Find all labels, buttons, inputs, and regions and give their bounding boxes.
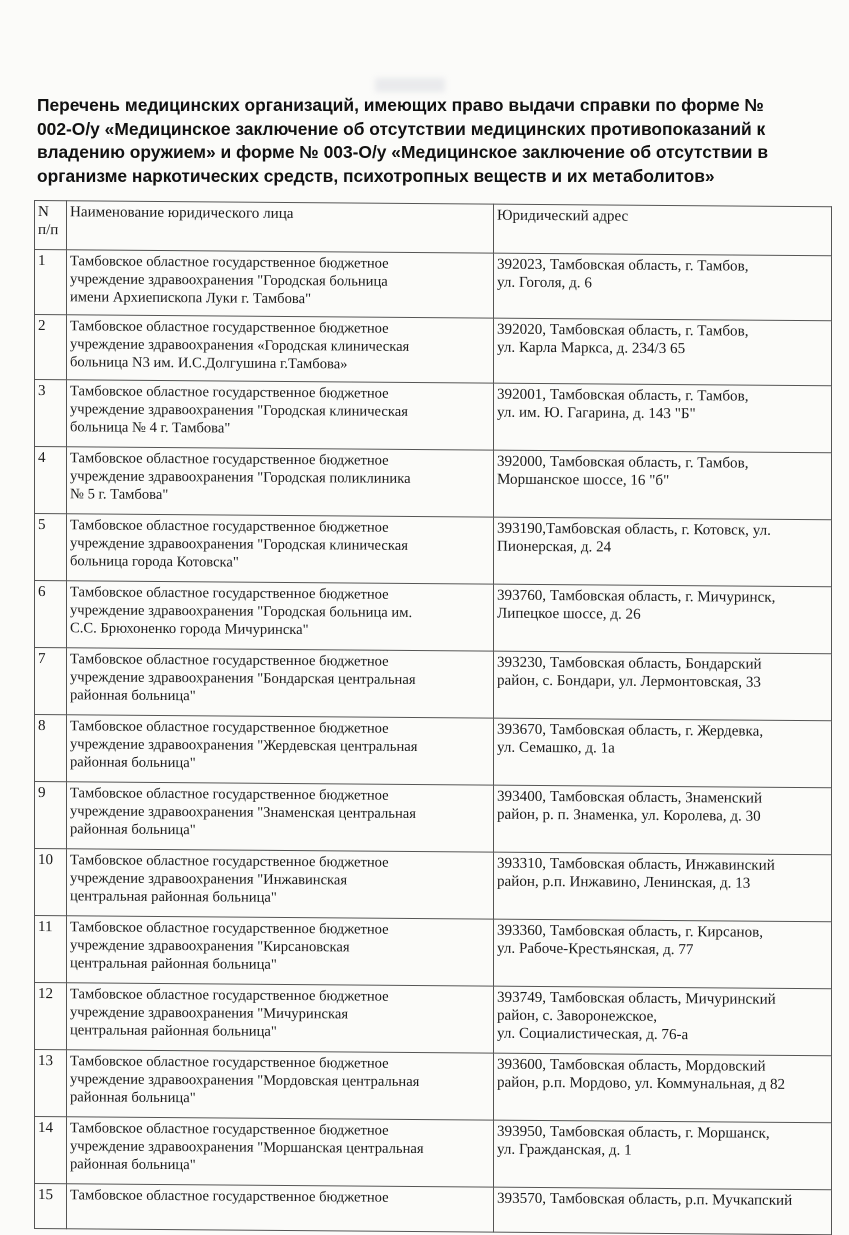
org-name <box>67 514 494 584</box>
row-number: 5 <box>35 514 67 581</box>
org-name <box>67 715 494 785</box>
legal-address <box>494 517 832 587</box>
row-number: 13 <box>35 1050 67 1117</box>
address-line: район, р.п. Инжавино, Ленинская, д. 13 <box>497 873 751 892</box>
org-name-line: имени Архиепископа Луки г. Тамбова" <box>70 289 312 308</box>
org-name-line: районная больница" <box>70 821 196 839</box>
legal-address <box>494 383 832 453</box>
org-name <box>67 1184 494 1232</box>
org-name-line: Тамбовское областное государственное бюджетное <box>70 785 389 804</box>
legal-address <box>494 318 832 386</box>
org-name-line: С.С. Брюхоненко города Мичуринска" <box>70 620 309 639</box>
address-line: Моршанское шоссе, 16 "б" <box>497 471 670 489</box>
legal-address <box>494 1187 832 1235</box>
org-name-line: Тамбовское областное государственное бюджетное <box>70 383 389 402</box>
address-line: район, с. Бондари, ул. Лермонтовская, 33 <box>497 672 761 691</box>
table-row <box>35 849 832 922</box>
org-name-line: районная больница" <box>70 754 196 772</box>
org-name-line: Тамбовское областное государственное бюджетное <box>70 584 389 603</box>
address-line: 392001, Тамбовская область, г. Тамбов, <box>497 386 749 405</box>
address-line: район, р. п. Знаменка, ул. Королева, д. 30 <box>497 806 761 825</box>
table-row <box>35 447 832 520</box>
table-row <box>35 315 832 386</box>
address-line: ул. Рабоче-Крестьянская, д. 77 <box>497 940 694 959</box>
row-number: 4 <box>35 447 67 514</box>
legal-address <box>494 785 832 855</box>
org-name-line: районная больница" <box>70 1089 196 1107</box>
legal-address <box>494 986 832 1056</box>
table-row <box>35 983 832 1056</box>
row-number: 7 <box>35 648 67 715</box>
title-line: Перечень медицинских организаций, имеющих право выдачи справки по форме № <box>37 95 764 115</box>
address-line: Липецкое шоссе, д. 26 <box>497 605 641 623</box>
address-line: район, р.п. Мордово, ул. Коммунальная, д 82 <box>497 1074 786 1093</box>
org-name-line: учреждение здравоохранения "Городская больница им. <box>70 602 413 621</box>
legal-address <box>494 718 832 788</box>
legal-address <box>494 852 832 922</box>
table-row <box>35 250 832 321</box>
org-name-line: учреждение здравоохранения "Городская поликлиника <box>70 468 411 487</box>
row-number: 1 <box>35 250 67 315</box>
title-line: владению оружием» и форме № 003-О/у «Медицинское заключение об отсутствии в <box>37 142 769 162</box>
org-name-line: Тамбовское областное государственное бюджетное <box>70 651 389 670</box>
org-name <box>67 447 494 517</box>
table-row <box>35 782 832 855</box>
org-name <box>67 916 494 986</box>
legal-address <box>494 450 832 520</box>
org-name-line: центральная районная больница" <box>70 888 277 906</box>
header-org-label: Наименование юридического лица <box>70 204 294 223</box>
address-line: 393950, Тамбовская область, г. Моршанск, <box>497 1123 770 1142</box>
org-name-line: учреждение здравоохранения "Кирсановская <box>70 937 350 956</box>
org-name-line: больница N3 им. И.С.Долгушина г.Тамбова» <box>70 354 348 373</box>
row-number: 2 <box>35 315 67 380</box>
org-name-line: учреждение здравоохранения "Бондарская центральная <box>70 669 416 688</box>
table-row <box>35 581 832 654</box>
org-name <box>67 782 494 852</box>
org-name-line: учреждение здравоохранения "Жердевская центральная <box>70 736 418 756</box>
address-line: 393760, Тамбовская область, г. Мичуринск, <box>497 587 776 606</box>
org-name-line: центральная районная больница" <box>70 955 277 973</box>
address-line: ул. Карла Маркса, д. 234/3 65 <box>497 339 686 358</box>
scan-smudge <box>375 78 445 92</box>
org-name-line: Тамбовское областное государственное бюджетное <box>70 986 389 1005</box>
org-name-line: учреждение здравоохранения "Моршанская центральная <box>70 1138 424 1158</box>
org-name-line: Тамбовское областное государственное бюджетное <box>70 318 389 337</box>
row-number: 14 <box>35 1117 67 1184</box>
row-number: 3 <box>35 380 67 447</box>
org-name <box>67 250 494 318</box>
org-name-line: Тамбовское областное государственное бюджетное <box>70 1187 389 1206</box>
address-line: Пионерская, д. 24 <box>497 538 612 556</box>
address-line: 393749, Тамбовская область, Мичуринский <box>497 989 776 1008</box>
header-addr-label: Юридический адрес <box>497 207 629 225</box>
address-line: 393230, Тамбовская область, Бондарский <box>497 654 762 673</box>
header-org <box>67 201 494 253</box>
org-name-line: № 5 г. Тамбова" <box>70 486 169 504</box>
org-name-line: центральная районная больница" <box>70 1022 277 1040</box>
org-name-line: Тамбовское областное государственное бюджетное <box>70 450 389 469</box>
org-name <box>67 849 494 919</box>
address-line: 392023, Тамбовская область, г. Тамбов, <box>497 256 749 275</box>
address-line: ул. Гоголя, д. 6 <box>497 274 592 292</box>
org-name-line: больница № 4 г. Тамбова" <box>70 419 231 437</box>
address-line: ул. Семашко, д. 1а <box>497 739 615 757</box>
org-name-line: учреждение здравоохранения "Знаменская центральная <box>70 803 416 823</box>
org-name <box>67 1117 494 1187</box>
org-name <box>67 581 494 651</box>
header-addr <box>494 204 832 256</box>
header-num <box>35 201 67 250</box>
table-row <box>35 1050 832 1123</box>
org-name-line: районная больница" <box>70 1156 196 1174</box>
address-line: 392020, Тамбовская область, г. Тамбов, <box>497 321 749 340</box>
table-row <box>35 1117 832 1190</box>
org-name-line: учреждение здравоохранения "Городская клиническая <box>70 535 408 554</box>
table-row <box>35 916 832 989</box>
header-num-line: п/п <box>38 222 59 239</box>
legal-address <box>494 584 832 654</box>
title-line: 002-О/у «Медицинское заключение об отсутствии медицинских противопоказаний к <box>37 118 766 139</box>
org-name <box>67 983 494 1053</box>
address-line: 393310, Тамбовская область, Инжавинский <box>497 855 775 874</box>
org-name-line: Тамбовское областное государственное бюджетное <box>70 718 389 737</box>
org-name-line: учреждение здравоохранения "Городская клиническая <box>70 401 408 420</box>
address-line: 393670, Тамбовская область, г. Жердевка, <box>497 721 764 740</box>
row-number: 10 <box>35 849 67 916</box>
table-row <box>35 514 832 587</box>
org-name-line: Тамбовское областное государственное бюджетное <box>70 1053 389 1072</box>
address-line: ул. Социалистическая, д. 76-а <box>497 1025 689 1044</box>
org-name-line: больница города Котовска" <box>70 553 239 571</box>
row-number: 12 <box>35 983 67 1050</box>
table-header-row <box>35 201 832 256</box>
legal-address <box>494 651 832 721</box>
title-line: организме наркотических средств, психотропных веществ и их метаболитов» <box>37 165 715 186</box>
row-number: 6 <box>35 581 67 648</box>
org-name-line: учреждение здравоохранения "Мичуринская <box>70 1004 349 1023</box>
address-line: 393400, Тамбовская область, Знаменский <box>497 788 763 807</box>
org-name-line: учреждение здравоохранения "Инжавинская <box>70 870 348 889</box>
row-number: 9 <box>35 782 67 849</box>
org-name <box>67 648 494 718</box>
org-name-line: учреждение здравоохранения "Городская больница <box>70 271 388 290</box>
organizations-table <box>34 200 832 1235</box>
org-name-line: районная больница" <box>70 687 196 705</box>
org-name-line: Тамбовское областное государственное бюджетное <box>70 852 389 871</box>
row-number: 11 <box>35 916 67 983</box>
legal-address <box>494 253 832 321</box>
org-name-line: учреждение здравоохранения «Городская клиническая <box>70 336 410 355</box>
org-name <box>67 1050 494 1120</box>
table-row <box>35 715 832 788</box>
address-line: 393570, Тамбовская область, р.п. Мучкапский <box>497 1190 793 1209</box>
address-line: район, с. Заворонежское, <box>497 1007 658 1025</box>
org-name-line: Тамбовское областное государственное бюджетное <box>70 253 389 272</box>
row-number: 15 <box>35 1184 67 1229</box>
org-name <box>67 380 494 450</box>
header-num-line: N <box>38 204 49 221</box>
org-name-line: Тамбовское областное государственное бюджетное <box>70 1120 389 1139</box>
address-line: 393600, Тамбовская область, Мордовский <box>497 1056 766 1075</box>
org-name-line: Тамбовское областное государственное бюджетное <box>70 919 389 938</box>
table-row <box>35 648 832 721</box>
org-name <box>67 315 494 383</box>
table-row <box>35 1184 832 1235</box>
legal-address <box>494 1120 832 1190</box>
row-number: 8 <box>35 715 67 782</box>
address-line: ул. им. Ю. Гагарина, д. 143 "Б" <box>497 404 696 423</box>
address-line: ул. Гражданская, д. 1 <box>497 1141 632 1159</box>
legal-address <box>494 1053 832 1123</box>
address-line: 393190,Тамбовская область, г. Котовск, ул. <box>497 520 771 539</box>
legal-address <box>494 919 832 989</box>
address-line: 393360, Тамбовская область, г. Кирсанов, <box>497 922 764 941</box>
address-line: 392000, Тамбовская область, г. Тамбов, <box>497 453 749 472</box>
org-name-line: Тамбовское областное государственное бюджетное <box>70 517 389 536</box>
document-title <box>37 94 812 188</box>
table-row <box>35 380 832 453</box>
org-name-line: учреждение здравоохранения "Мордовская центральная <box>70 1071 420 1091</box>
